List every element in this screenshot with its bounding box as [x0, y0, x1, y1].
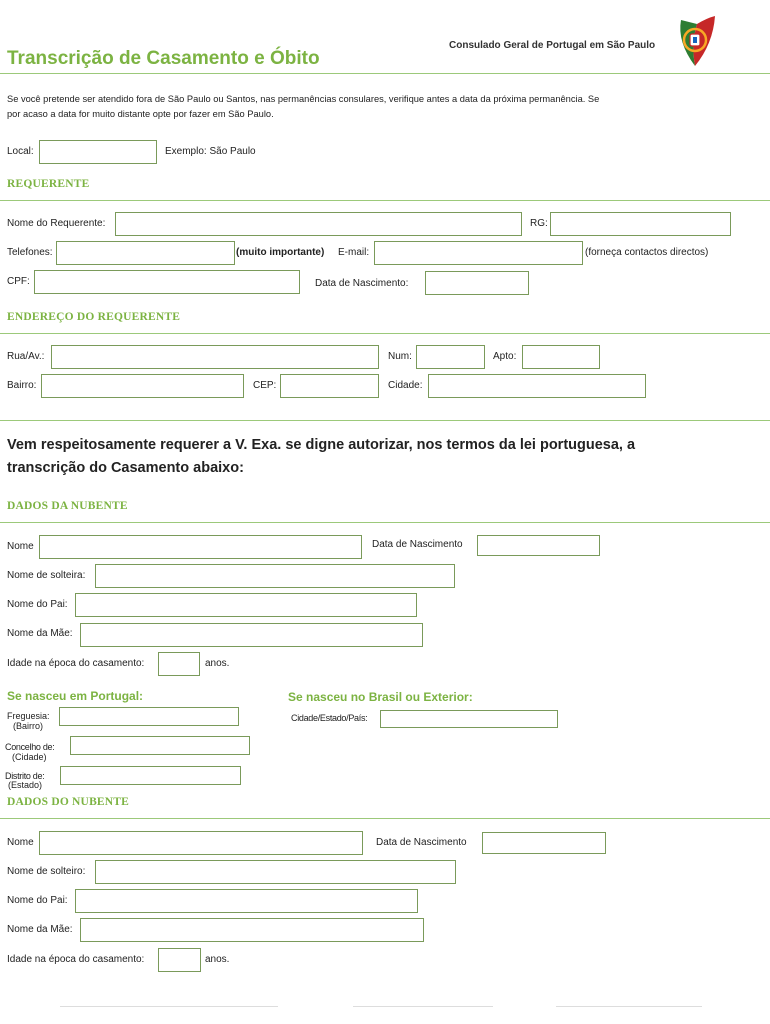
nascimento-requerente-input[interactable] [425, 271, 529, 295]
email-label: E-mail: [338, 247, 370, 258]
apto-input[interactable] [522, 345, 600, 369]
cpf-input[interactable] [34, 270, 300, 294]
nasceu-portugal-title: Se nasceu em Portugal: [7, 689, 144, 703]
section-dados-nubente-m: DADOS DO NUBENTE [7, 796, 130, 808]
signature-line-3 [556, 1006, 702, 1007]
nome-solteira-label: Nome de solteira: [7, 570, 86, 581]
nubente-m-mae-input[interactable] [80, 918, 424, 942]
intro-line-2: por acaso a data for muito distante opte por fazer em São Paulo. [7, 109, 274, 119]
nubente-f-pai-input[interactable] [75, 593, 417, 617]
statement-line-2: transcrição do Casamento abaixo: [7, 460, 244, 476]
nome-solteiro-label: Nome de solteiro: [7, 866, 86, 877]
nubente-m-idade-input[interactable] [158, 948, 201, 972]
rg-label: RG: [530, 218, 548, 229]
rg-input[interactable] [550, 212, 731, 236]
freguesia-input[interactable] [59, 707, 239, 726]
cidade-input[interactable] [428, 374, 646, 398]
nome-solteira-input[interactable] [95, 564, 455, 588]
page-title: Transcrição de Casamento e Óbito [7, 48, 320, 69]
nubente-m-pai-input[interactable] [75, 889, 418, 913]
telefones-label: Telefones: [7, 247, 53, 258]
nubente-m-divider [0, 818, 770, 819]
nubente-f-idade-label: Idade na época do casamento: [7, 658, 145, 669]
portugal-coat-of-arms-icon [673, 14, 719, 68]
nubente-m-nascimento-input[interactable] [482, 832, 606, 854]
header-divider [0, 73, 770, 74]
cep-input[interactable] [280, 374, 379, 398]
num-input[interactable] [416, 345, 485, 369]
nubente-f-nascimento-label: Data de Nascimento [372, 539, 463, 550]
nubente-m-pai-label: Nome do Pai: [7, 895, 68, 906]
nascimento-requerente-label: Data de Nascimento: [315, 278, 409, 289]
requerente-divider [0, 200, 770, 201]
nubente-m-idade-label: Idade na época do casamento: [7, 954, 145, 965]
apto-label: Apto: [493, 351, 517, 362]
nubente-f-mae-input[interactable] [80, 623, 423, 647]
endereco-divider [0, 333, 770, 334]
freguesia-hint: (Bairro) [13, 721, 44, 731]
email-note: (forneça contactos directos) [585, 247, 709, 258]
cidade-estado-pais-input[interactable] [380, 710, 558, 728]
nubente-f-anos-label: anos. [205, 658, 230, 669]
local-input[interactable] [39, 140, 157, 164]
distrito-label: Distrito de: [5, 771, 45, 781]
muito-importante-note: (muito importante) [236, 247, 325, 258]
cidade-label: Cidade: [388, 380, 423, 391]
intro-line-1: Se você pretende ser atendido fora de São Paulo ou Santos, nas permanências consulares, verifique antes a data da próxima permanência. Se [7, 94, 600, 104]
request-statement [7, 434, 747, 480]
nubente-m-anos-label: anos. [205, 954, 230, 965]
nubente-m-nome-label: Nome [7, 837, 34, 848]
concelho-label: Concelho de: [5, 742, 55, 752]
nubente-f-pai-label: Nome do Pai: [7, 599, 68, 610]
freguesia-label: Freguesia: [7, 711, 50, 721]
section-endereco: ENDEREÇO DO REQUERENTE [7, 311, 181, 323]
bairro-label: Bairro: [7, 380, 37, 391]
cep-label: CEP: [253, 380, 277, 391]
intro-text [7, 92, 627, 122]
nubente-f-nascimento-input[interactable] [477, 535, 600, 556]
section-requerente: REQUERENTE [7, 178, 90, 190]
endereco-bottom-divider [0, 420, 770, 421]
email-input[interactable] [374, 241, 583, 265]
nubente-f-idade-input[interactable] [158, 652, 200, 676]
local-example: Exemplo: São Paulo [165, 146, 256, 157]
concelho-hint: (Cidade) [12, 752, 47, 762]
cidade-estado-pais-label: Cidade/Estado/País: [291, 713, 368, 723]
nome-requerente-input[interactable] [115, 212, 522, 236]
consulate-name: Consulado Geral de Portugal em São Paulo [449, 40, 656, 51]
nasceu-brasil-title: Se nasceu no Brasil ou Exterior: [288, 690, 473, 704]
nubente-m-nome-input[interactable] [39, 831, 363, 855]
nubente-m-nascimento-label: Data de Nascimento [376, 837, 467, 848]
cpf-label: CPF: [7, 276, 30, 287]
telefones-input[interactable] [56, 241, 235, 265]
nubente-m-mae-label: Nome da Mãe: [7, 924, 73, 935]
distrito-hint: (Estado) [8, 780, 43, 790]
rua-input[interactable] [51, 345, 379, 369]
section-dados-nubente-f: DADOS DA NUBENTE [7, 500, 128, 512]
signature-line-1 [60, 1006, 278, 1007]
nubente-f-nome-label: Nome [7, 541, 34, 552]
concelho-input[interactable] [70, 736, 250, 755]
nubente-f-nome-input[interactable] [39, 535, 362, 559]
rua-label: Rua/Av.: [7, 351, 45, 362]
nubente-f-mae-label: Nome da Mãe: [7, 628, 73, 639]
nome-requerente-label: Nome do Requerente: [7, 218, 106, 229]
local-label: Local: [7, 146, 34, 157]
nome-solteiro-input[interactable] [95, 860, 456, 884]
bairro-input[interactable] [41, 374, 244, 398]
signature-line-2 [353, 1006, 493, 1007]
statement-line-1: Vem respeitosamente requerer a V. Exa. se digne autorizar, nos termos da lei portuguesa, a [7, 437, 636, 453]
nubente-f-divider [0, 522, 770, 523]
num-label: Num: [388, 351, 412, 362]
distrito-input[interactable] [60, 766, 241, 785]
